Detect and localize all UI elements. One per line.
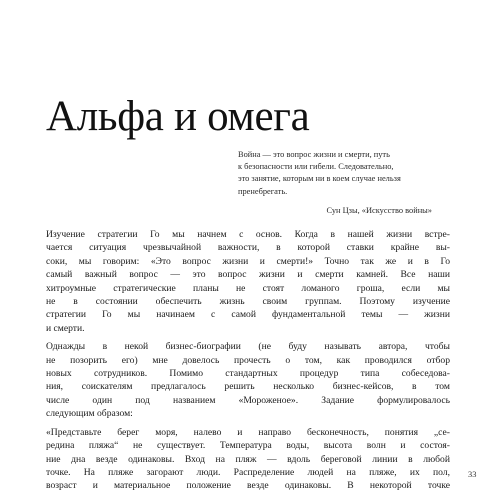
paragraph-2 — [46, 340, 450, 420]
text-line: стратегии Го мы начинаем с самой фундаментальной темы — жизни — [46, 309, 450, 321]
text-line: и смерти. — [46, 322, 85, 334]
body-text — [46, 228, 450, 498]
epigraph-source: Сун Цзы, «Искусство войны» — [326, 205, 432, 215]
text-line: «Представьте берег моря, налево и направо бесконечность, понятия „се- — [46, 426, 450, 438]
paragraph-1 — [46, 228, 450, 335]
epigraph — [238, 149, 468, 217]
text-line: точке. На пляже загорают люди. Распределение людей на пляже, их пол, — [46, 466, 450, 478]
epigraph-line: Война — это вопрос жизни и смерти, путь — [238, 150, 390, 159]
text-line: Однажды в некой бизнес-биографии (не буду называть автора, чтобы — [46, 341, 450, 353]
text-line: соки, мы говорим: «Это вопрос жизни и смерти!» Точно так же и в Го — [46, 255, 450, 267]
text-line: Изучение стратегии Го мы начнем с основ. Когда в нашей жизни встре- — [46, 229, 450, 240]
text-line: числе один под названием «Мороженое». Задание формулировалось — [46, 394, 450, 406]
epigraph-line: пренебрегать. — [238, 186, 288, 196]
text-line: хитроумные стратегические планы не стоят ломаного гроша, если мы — [46, 282, 450, 294]
text-line: новых сотрудников. Помимо стандартных процедур типа собеседова- — [46, 368, 450, 380]
text-line: редина пляжа“ не существует. Температура воды, высота волн и состоя- — [46, 440, 450, 452]
text-line: не в состоянии обеспечить жизнь своим группам. Поэтому изучение — [46, 296, 450, 308]
page-number: 33 — [468, 470, 477, 479]
chapter-title: Альфа и омега — [46, 93, 310, 140]
text-line: следующим образом: — [46, 408, 133, 420]
epigraph-line: к безопасности или гибели. Следовательно, — [238, 162, 394, 172]
epigraph-line: это занятие, которым ни в коем случае нельзя — [238, 174, 401, 184]
text-line: чается ситуация чрезвычайной важности, в которой ставки крайне вы- — [46, 242, 450, 254]
text-line: ния, соискателям предлагалось решить несколько бизнес-кейсов, в том — [46, 381, 450, 393]
text-line: самый важный вопрос — это вопрос жизни и смерти камней. Все наши — [46, 269, 450, 281]
paragraph-3 — [46, 426, 450, 493]
text-line: ние дна везде одинаковы. Вход на пляж — вдоль береговой линии в любой — [46, 453, 450, 465]
text-line: не позорить его) мне довелось прочесть о том, как проводился отбор — [46, 354, 450, 366]
text-line: возраст и материальное положение везде одинаковы. В некоторой точке — [46, 480, 450, 492]
